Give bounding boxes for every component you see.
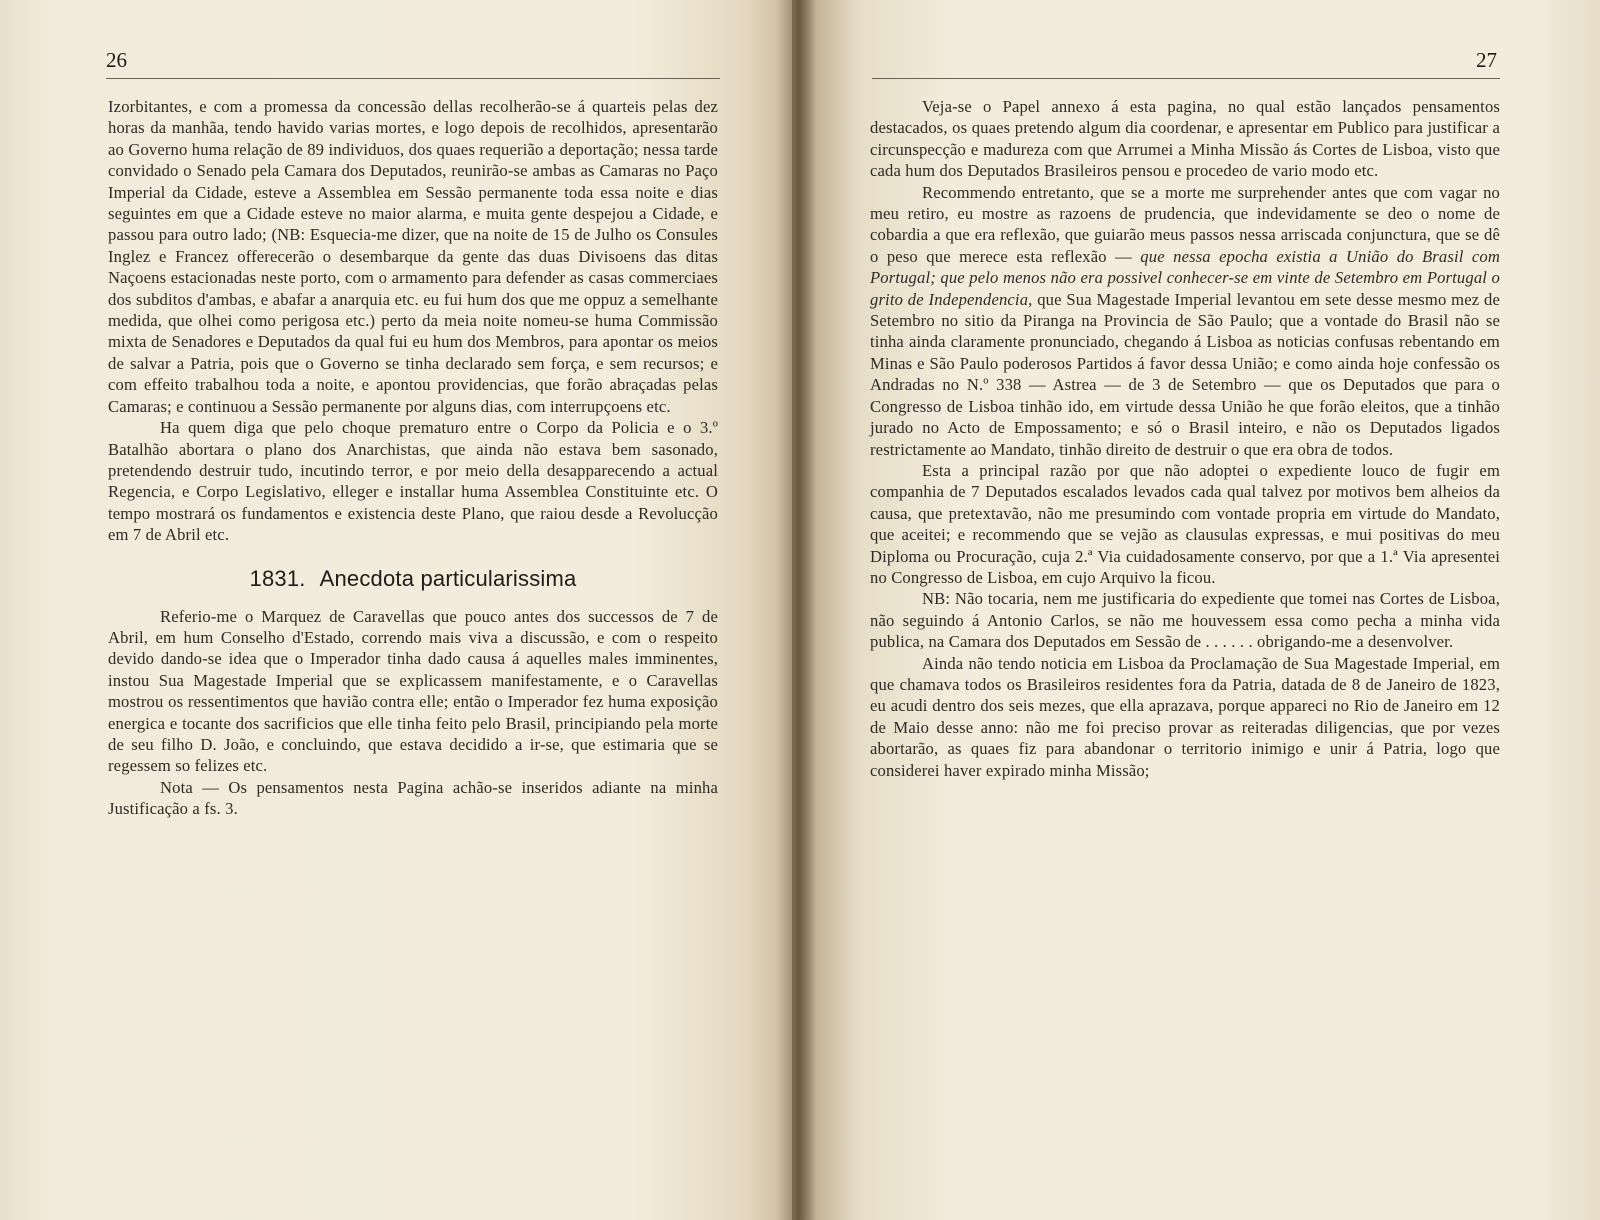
section-heading-title: Anecdota particularissima (319, 565, 577, 591)
paragraph-text: Recommendo entretanto, que se a morte me surprehender antes que com vagar no meu retiro, eu mostre as razoens de prudencia, que indevidamente se deo o nome de cobardia a que era reflexão, que guiarão meus passos nessa arriscada conjunctura, que se dê o peso que merece esta reflexão — (870, 182, 1500, 266)
paragraph: Ha quem diga que pelo choque prematuro entre o Corpo da Policia e o 3.º Batalhão abortara o plano dos Anarchistas, que ainda não estava bem sasonado, pretendendo destruir tudo, incutindo terror, e por meio della desapparecendo a actual Regencia, e Corpo Legislativo, elleger e installar huma Assemblea Constituinte etc. O tempo mostrará os fundamentos e existencia deste Plano, que raiou desde a Revolucção em 7 de Abril etc. (108, 418, 718, 545)
paragraph: Ainda não tendo noticia em Lisboa da Proclamação de Sua Magestade Imperial, em que chamava todos os Brasileiros residentes fora da Patria, datada de 8 de Janeiro de 1823, eu acudi dentro dos seis mezes, que ella aprazava, porque appareci no Rio de Janeiro em 12 de Maio desse anno: não me foi preciso provar as reiteradas diligencias, que por vezes abortarão, as quaes fiz para abandonar o territorio inimigo e unir á Patria, logo que considerei haver expirado minha Missão; (870, 653, 1500, 780)
page-text (108, 96, 718, 820)
paragraph: NB: Não tocaria, nem me justificaria do expediente que tomei nas Cortes de Lisboa, não seguindo á Antonio Carlos, se não me houvessem essa como pecha a minha vida publica, na Camara dos Deputados em Sessão de . . . . . . obrigando-me a desenvolver. (870, 589, 1500, 652)
paragraph: Esta a principal razão por que não adoptei o expediente louco de fugir em companhia de 7 Deputados escalados levados cada qual talvez por motivos bem alheios da causa, que pretextavão, não me presumindo com vontade propria em virtude do Mandato, que aceitei; e recommendo que se vejão as clausulas expressas, e mui positivas do meu Diploma ou Procuração, cuja 2.ª Via cuidadosamente conservo, por que a 1.ª Via apresentei no Congresso de Lisboa, em cujo Arquivo la ficou. (870, 460, 1500, 587)
footnote: Nota — Os pensamentos nesta Pagina achão-se inseridos adiante na minha Justificação a fs. 3. (108, 777, 718, 819)
paragraph-text: que Sua Magestade Imperial levantou em sete desse mesmo mez de Setembro no sitio da Piranga na Provincia de São Paulo; que a vontade do Brasil não se tinha ainda claramente pronunciado, chegando á Lisboa as noticias confusas rebentando em Minas e São Paulo poderosos Partidos á favor dessa União; e como ainda hoje confessão os Andradas no N.º 338 — Astrea — de 3 de Setembro — que os Deputados que para o Congresso de Lisboa tinhão ido, em virtude dessa União he que forão eleitos, que a tinhão jurado no Acto de Empossamento; e só o Brasil inteiro, e não os Deputados ligados restrictamente ao Mandato, tinhão direito de destruir o que era obra de todos. (870, 289, 1500, 459)
book-gutter (776, 0, 816, 1220)
page-text (870, 96, 1500, 781)
paragraph: Referio-me o Marquez de Caravellas que pouco antes dos successos de 7 de Abril, em hum Conselho d'Estado, correndo mais viva a discussão, e com o respeito devido dando-se idea que o Imperador tinha dado causa á aquelles males imminentes, instou Sua Magestade Imperial que se explicassem manifestamente, e o Caravellas mostrou os ressentimentos que havião contra elle; então o Imperador fez huma exposição energica e tocante dos sacrificios que elle tinha feito pelo Brasil, principiando pela morte de seu filho D. João, e concluindo, que estava decidido a ir-se, que estimaria que se regessem so felizes etc. (108, 606, 718, 776)
section-heading-year: 1831. (249, 565, 306, 591)
header-rule (872, 78, 1500, 79)
paragraph: Veja-se o Papel annexo á esta pagina, no qual estão lançados pensamentos destacados, os quaes pretendo algum dia coordenar, e apresentar em Publico para justificar a circunspecção e madureza com que Arrumei a Minha Missão ás Cortes de Lisboa, visto que cada hum dos Deputados Brasileiros pensou e procedeo de vario modo etc. (870, 97, 1500, 181)
header-rule (106, 78, 720, 79)
italic-quote: que nessa epocha existia a União do Brasil com Portugal; que pelo menos não era possivel conhecer-se em vinte de Setembro em Portugal o grito de Independencia, (870, 246, 1500, 309)
page-number: 27 (1476, 48, 1497, 72)
left-page (0, 0, 792, 1220)
page-number: 26 (106, 48, 127, 72)
section-heading (108, 566, 718, 592)
paragraph: Izorbitantes, e com a promessa da concessão dellas recolherão-se á quarteis pelas dez horas da manhãa, tendo havido varias mortes, e logo depois de recolhidos, apresentarão ao Governo huma relação de 89 individuos, dos quaes requerião a deportação; nessa tarde convidado o Senado pela Camara dos Deputados, reunirão-se ambas as Camaras no Paço Imperial da Cidade, esteve a Assemblea em Sessão permanente toda essa noite e dias seguintes em que a Cidade esteve no maior alarma, e muita gente despejou a Cidade, e passou para outro lado; (NB: Esquecia-me dizer, que na noite de 15 de Julho os Consules Inglez e Francez offerecerão o desembarque da gente das duas Divisoens das ditas Naçoens estacionadas neste porto, com o armamento para defender as casas commerciaes dos subditos d'ambas, e abafar a anarquia etc. eu fui hum dos que me oppuz a semelhante medida, que olhei como perigosa etc.) perto da meia noite nomeu-se huma Commissão mixta de Senadores e Deputados da qual fui eu hum dos Membros, para apontar os meios de salvar a Patria, pois que o Governo se tinha declarado sem força, e sem recursos; e com effeito trabalhou toda a noite, e apontou providencias, que forão abraçadas pelas Camaras; e continuou a Sessão permanente por alguns dias, com interrupçoens etc. (108, 97, 718, 416)
paragraph (870, 182, 1500, 460)
right-page (792, 0, 1600, 1220)
